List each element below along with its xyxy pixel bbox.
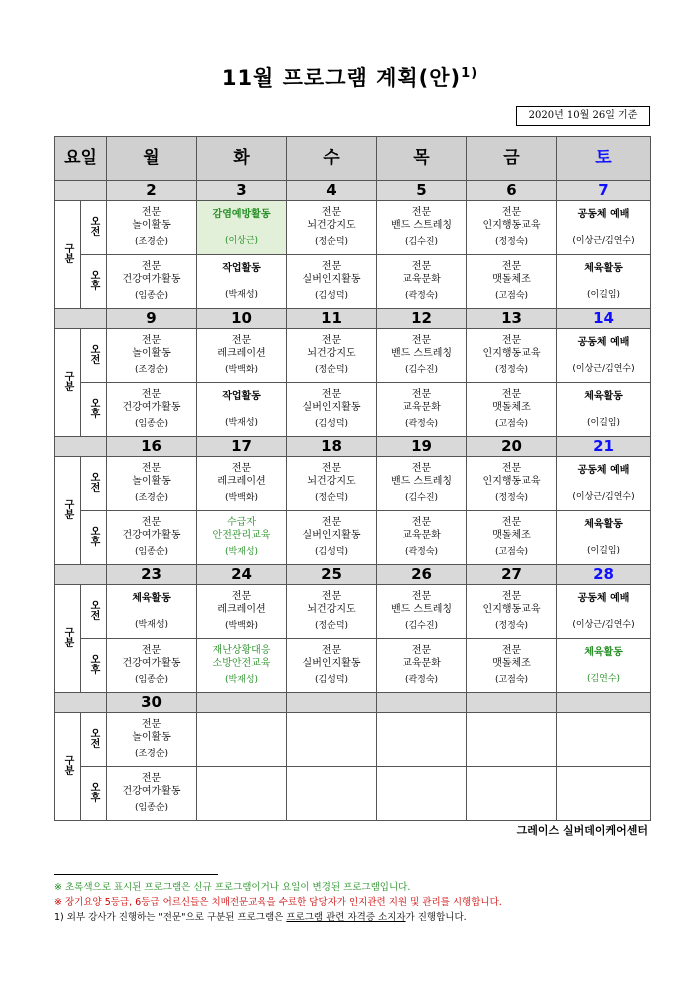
program-name: 전문: [141, 773, 162, 784]
program-name: 전문: [321, 645, 342, 656]
program-cell: [377, 511, 467, 565]
instructor-name: (임종순): [134, 291, 169, 301]
program-name: 전문: [501, 389, 522, 400]
instructor-name: (정정숙): [494, 621, 529, 631]
program-cell: [197, 255, 287, 309]
program-name: 체육활동: [584, 390, 623, 402]
program-cell: [107, 255, 197, 309]
instructor-name: (이상근/김연수): [572, 491, 635, 502]
footnote-divider: [54, 874, 218, 875]
program-cell: [287, 457, 377, 511]
program-name: 건강여가활동: [122, 274, 181, 285]
program-name: 전문: [141, 261, 162, 272]
program-cell: [287, 639, 377, 693]
program-name: 감염예방활동: [212, 208, 271, 220]
date-cell: [287, 693, 377, 713]
program-name: 체육활동: [584, 262, 623, 274]
instructor-name: (고점숙): [494, 547, 529, 557]
date-cell: 27: [467, 565, 557, 585]
date-cell: 19: [377, 437, 467, 457]
instructor-name: (조경순): [134, 749, 169, 759]
date-cell: 6: [467, 181, 557, 201]
program-name: 밴드 스트레칭: [390, 348, 453, 359]
program-name: 놀이활동: [132, 220, 171, 231]
instructor-name: (임종순): [134, 675, 169, 685]
schedule-table: [54, 136, 651, 821]
program-name: 실버인지활동: [302, 658, 361, 669]
program-name: 전문: [321, 335, 342, 346]
program-cell: [467, 639, 557, 693]
program-name: 전문: [141, 463, 162, 474]
program-name: 교육문화: [402, 402, 441, 413]
program-cell: [557, 639, 651, 693]
instructor-name: (정순덕): [314, 493, 349, 503]
date-cell: [467, 693, 557, 713]
program-name: 맷돌체조: [492, 274, 531, 285]
instructor-name: (정순덕): [314, 621, 349, 631]
note-expert: 1) 외부 강사가 진행하는 "전문"으로 구분된 프로그램은 프로그램 관련 자격증 소지자가 진행합니다.: [54, 912, 467, 923]
gubun-label: 구분: [55, 201, 81, 309]
instructor-name: (김수진): [404, 365, 439, 375]
program-name: 전문: [141, 207, 162, 218]
instructor-name: (박백화): [224, 493, 259, 503]
program-name: 전문: [501, 463, 522, 474]
basis-date-box: 2020년 10월 26일 기준: [516, 106, 650, 126]
instructor-name: (정순덕): [314, 365, 349, 375]
instructor-name: (김수진): [404, 621, 439, 631]
program-name: 안전관리교육: [212, 530, 271, 541]
instructor-name: (박재성): [224, 289, 259, 300]
program-cell: [377, 457, 467, 511]
program-name: 교육문화: [402, 274, 441, 285]
program-name: 레크레이션: [217, 476, 266, 487]
am-label: 오전: [81, 713, 107, 767]
instructor-name: (김수진): [404, 237, 439, 247]
date-row-spacer: [55, 309, 107, 329]
header-day: 수: [287, 137, 377, 181]
program-cell: [467, 767, 557, 821]
program-cell: [197, 383, 287, 437]
program-name: 전문: [411, 517, 432, 528]
header-day: 화: [197, 137, 287, 181]
program-name: 전문: [321, 261, 342, 272]
instructor-name: (곽정숙): [404, 675, 439, 685]
program-name: 전문: [501, 517, 522, 528]
note-new-program: ※ 초록색으로 표시된 프로그램은 신규 프로그램이거나 요일이 변경된 프로그램입니다.: [54, 882, 411, 893]
instructor-name: (곽정숙): [404, 291, 439, 301]
date-cell: 20: [467, 437, 557, 457]
program-name: 공동체 예배: [577, 592, 630, 604]
program-name: 체육활동: [584, 646, 623, 658]
program-name: 인지행동교육: [482, 604, 541, 615]
header-day: 토: [557, 137, 651, 181]
program-name: 전문: [501, 591, 522, 602]
program-cell: [557, 329, 651, 383]
program-name: 전문: [501, 207, 522, 218]
program-name: 레크레이션: [217, 604, 266, 615]
program-cell: [557, 511, 651, 565]
instructor-name: (임종순): [134, 547, 169, 557]
pm-label: 오후: [81, 255, 107, 309]
instructor-name: (김성덕): [314, 419, 349, 429]
instructor-name: (이길임): [586, 545, 621, 556]
program-cell: [287, 767, 377, 821]
program-cell: [107, 639, 197, 693]
date-cell: 9: [107, 309, 197, 329]
program-cell: [377, 585, 467, 639]
date-cell: 7: [557, 181, 651, 201]
date-cell: 4: [287, 181, 377, 201]
date-cell: 23: [107, 565, 197, 585]
program-name: 맷돌체조: [492, 658, 531, 669]
program-cell: [467, 255, 557, 309]
instructor-name: (고점숙): [494, 675, 529, 685]
notes-block: [54, 880, 674, 925]
date-cell: 11: [287, 309, 377, 329]
instructor-name: (박재성): [224, 675, 259, 685]
page-title: [0, 62, 700, 92]
instructor-name: (이상근/김연수): [572, 235, 635, 246]
program-cell: [197, 639, 287, 693]
date-cell: 14: [557, 309, 651, 329]
instructor-name: (임종순): [134, 419, 169, 429]
date-cell: 10: [197, 309, 287, 329]
program-cell: [287, 713, 377, 767]
instructor-name: (고점숙): [494, 419, 529, 429]
pm-label: 오후: [81, 511, 107, 565]
program-cell: [557, 767, 651, 821]
instructor-name: (이상근/김연수): [572, 619, 635, 630]
program-name: 뇌건강지도: [307, 604, 356, 615]
program-name: 전문: [141, 719, 162, 730]
instructor-name: (박재성): [134, 619, 169, 630]
program-cell: [557, 713, 651, 767]
instructor-name: (곽정숙): [404, 419, 439, 429]
program-cell: [377, 639, 467, 693]
program-cell: [287, 383, 377, 437]
program-name: 놀이활동: [132, 476, 171, 487]
program-name: 건강여가활동: [122, 530, 181, 541]
am-label: 오전: [81, 201, 107, 255]
instructor-name: (정순덕): [314, 237, 349, 247]
date-cell: 13: [467, 309, 557, 329]
pm-label: 오후: [81, 383, 107, 437]
instructor-name: (이길임): [586, 289, 621, 300]
date-cell: 21: [557, 437, 651, 457]
instructor-name: (정정숙): [494, 237, 529, 247]
program-name: 전문: [231, 335, 252, 346]
program-name: 전문: [411, 335, 432, 346]
instructor-name: (정정숙): [494, 493, 529, 503]
instructor-name: (김성덕): [314, 675, 349, 685]
date-cell: 25: [287, 565, 377, 585]
instructor-name: (김성덕): [314, 547, 349, 557]
program-cell: [557, 585, 651, 639]
program-name: 건강여가활동: [122, 786, 181, 797]
program-cell: [467, 713, 557, 767]
am-label: 오전: [81, 329, 107, 383]
program-cell: [197, 329, 287, 383]
instructor-name: (박백화): [224, 365, 259, 375]
header-day-label: 요일: [55, 137, 107, 181]
instructor-name: (조경순): [134, 237, 169, 247]
program-name: 전문: [321, 463, 342, 474]
program-name: 전문: [411, 389, 432, 400]
gubun-label: 구분: [55, 457, 81, 565]
program-name: 실버인지활동: [302, 402, 361, 413]
program-name: 공동체 예배: [577, 464, 630, 476]
program-name: 전문: [501, 261, 522, 272]
am-label: 오전: [81, 457, 107, 511]
date-cell: 16: [107, 437, 197, 457]
program-name: 전문: [321, 517, 342, 528]
program-cell: [197, 713, 287, 767]
date-cell: 17: [197, 437, 287, 457]
date-cell: 24: [197, 565, 287, 585]
program-name: 전문: [231, 463, 252, 474]
program-name: 공동체 예배: [577, 336, 630, 348]
gubun-label: 구분: [55, 713, 81, 821]
instructor-name: (이상근/김연수): [572, 363, 635, 374]
program-cell: [377, 255, 467, 309]
date-cell: 2: [107, 181, 197, 201]
program-cell: [197, 511, 287, 565]
program-name: 밴드 스트레칭: [390, 476, 453, 487]
program-cell: [197, 767, 287, 821]
program-cell: [287, 511, 377, 565]
instructor-name: (박재성): [224, 417, 259, 428]
program-name: 놀이활동: [132, 348, 171, 359]
program-name: 인지행동교육: [482, 348, 541, 359]
program-name: 뇌건강지도: [307, 220, 356, 231]
program-cell: [377, 713, 467, 767]
program-cell: [467, 457, 557, 511]
date-cell: 18: [287, 437, 377, 457]
program-cell: [197, 457, 287, 511]
date-row-spacer: [55, 437, 107, 457]
program-cell: [197, 201, 287, 255]
program-name: 전문: [411, 645, 432, 656]
instructor-name: (정정숙): [494, 365, 529, 375]
program-cell: [557, 201, 651, 255]
date-row-spacer: [55, 693, 107, 713]
program-name: 전문: [141, 645, 162, 656]
organization-name: 그레이스 실버데이케어센터: [516, 824, 648, 837]
note-grade-care: ※ 장기요양 5등급, 6등급 어르신들은 치매전문교육을 수료한 담당자가 인지관련 지원 및 관리를 시행합니다.: [54, 897, 502, 908]
program-cell: [467, 329, 557, 383]
instructor-name: (이상근): [224, 235, 259, 246]
am-label: 오전: [81, 585, 107, 639]
program-cell: [107, 767, 197, 821]
pm-label: 오후: [81, 639, 107, 693]
instructor-name: (조경순): [134, 493, 169, 503]
program-name: 밴드 스트레칭: [390, 220, 453, 231]
date-cell: [197, 693, 287, 713]
program-name: 전문: [411, 591, 432, 602]
date-cell: [377, 693, 467, 713]
program-name: 교육문화: [402, 530, 441, 541]
date-cell: 26: [377, 565, 467, 585]
program-name: 전문: [321, 389, 342, 400]
program-name: 전문: [141, 335, 162, 346]
program-name: 맷돌체조: [492, 402, 531, 413]
gubun-label: 구분: [55, 585, 81, 693]
program-cell: [107, 383, 197, 437]
program-name: 전문: [321, 591, 342, 602]
header-day: 금: [467, 137, 557, 181]
program-name: 교육문화: [402, 658, 441, 669]
pm-label: 오후: [81, 767, 107, 821]
program-cell: [107, 329, 197, 383]
program-name: 건강여가활동: [122, 658, 181, 669]
instructor-name: (고점숙): [494, 291, 529, 301]
instructor-name: (조경순): [134, 365, 169, 375]
program-cell: [377, 383, 467, 437]
program-name: 밴드 스트레칭: [390, 604, 453, 615]
date-cell: 28: [557, 565, 651, 585]
program-name: 레크레이션: [217, 348, 266, 359]
program-name: 작업활동: [222, 390, 261, 402]
program-name: 전문: [141, 517, 162, 528]
program-name: 건강여가활동: [122, 402, 181, 413]
program-name: 전문: [141, 389, 162, 400]
program-name: 체육활동: [132, 592, 171, 604]
program-name: 실버인지활동: [302, 530, 361, 541]
program-cell: [107, 713, 197, 767]
program-name: 작업활동: [222, 262, 261, 274]
instructor-name: (김수진): [404, 493, 439, 503]
date-cell: 5: [377, 181, 467, 201]
date-cell: 30: [107, 693, 197, 713]
instructor-name: (박재성): [224, 547, 259, 557]
instructor-name: (이길임): [586, 417, 621, 428]
program-name: 전문: [501, 645, 522, 656]
program-cell: [557, 457, 651, 511]
header-day: 월: [107, 137, 197, 181]
program-name: 전문: [411, 207, 432, 218]
program-cell: [287, 255, 377, 309]
program-name: 수급자: [227, 517, 256, 528]
date-cell: 12: [377, 309, 467, 329]
program-cell: [557, 255, 651, 309]
program-cell: [377, 767, 467, 821]
title-text: 11월 프로그램 계획(안): [221, 66, 462, 90]
instructor-name: (곽정숙): [404, 547, 439, 557]
instructor-name: (김연수): [586, 673, 621, 684]
program-name: 맷돌체조: [492, 530, 531, 541]
gubun-label: 구분: [55, 329, 81, 437]
program-cell: [107, 511, 197, 565]
program-name: 전문: [321, 207, 342, 218]
program-name: 인지행동교육: [482, 476, 541, 487]
program-name: 전문: [501, 335, 522, 346]
program-name: 전문: [411, 261, 432, 272]
program-name: 전문: [411, 463, 432, 474]
program-name: 뇌건강지도: [307, 348, 356, 359]
instructor-name: (박백화): [224, 621, 259, 631]
instructor-name: (임종순): [134, 803, 169, 813]
program-cell: [377, 329, 467, 383]
program-cell: [107, 201, 197, 255]
program-cell: [467, 201, 557, 255]
program-name: 실버인지활동: [302, 274, 361, 285]
program-name: 전문: [231, 591, 252, 602]
program-cell: [467, 511, 557, 565]
date-cell: 3: [197, 181, 287, 201]
header-day: 목: [377, 137, 467, 181]
date-cell: [557, 693, 651, 713]
program-name: 뇌건강지도: [307, 476, 356, 487]
program-cell: [287, 329, 377, 383]
program-cell: [467, 585, 557, 639]
program-cell: [107, 457, 197, 511]
program-cell: [197, 585, 287, 639]
program-cell: [287, 201, 377, 255]
instructor-name: (김성덕): [314, 291, 349, 301]
program-name: 재난상황대응: [212, 645, 271, 656]
program-cell: [557, 383, 651, 437]
program-name: 소방안전교육: [212, 658, 271, 669]
program-name: 인지행동교육: [482, 220, 541, 231]
title-footnote-mark: 1): [461, 66, 479, 81]
date-row-spacer: [55, 565, 107, 585]
program-name: 공동체 예배: [577, 208, 630, 220]
program-cell: [377, 201, 467, 255]
program-name: 놀이활동: [132, 732, 171, 743]
program-cell: [107, 585, 197, 639]
program-name: 체육활동: [584, 518, 623, 530]
program-cell: [467, 383, 557, 437]
date-row-spacer: [55, 181, 107, 201]
program-cell: [287, 585, 377, 639]
